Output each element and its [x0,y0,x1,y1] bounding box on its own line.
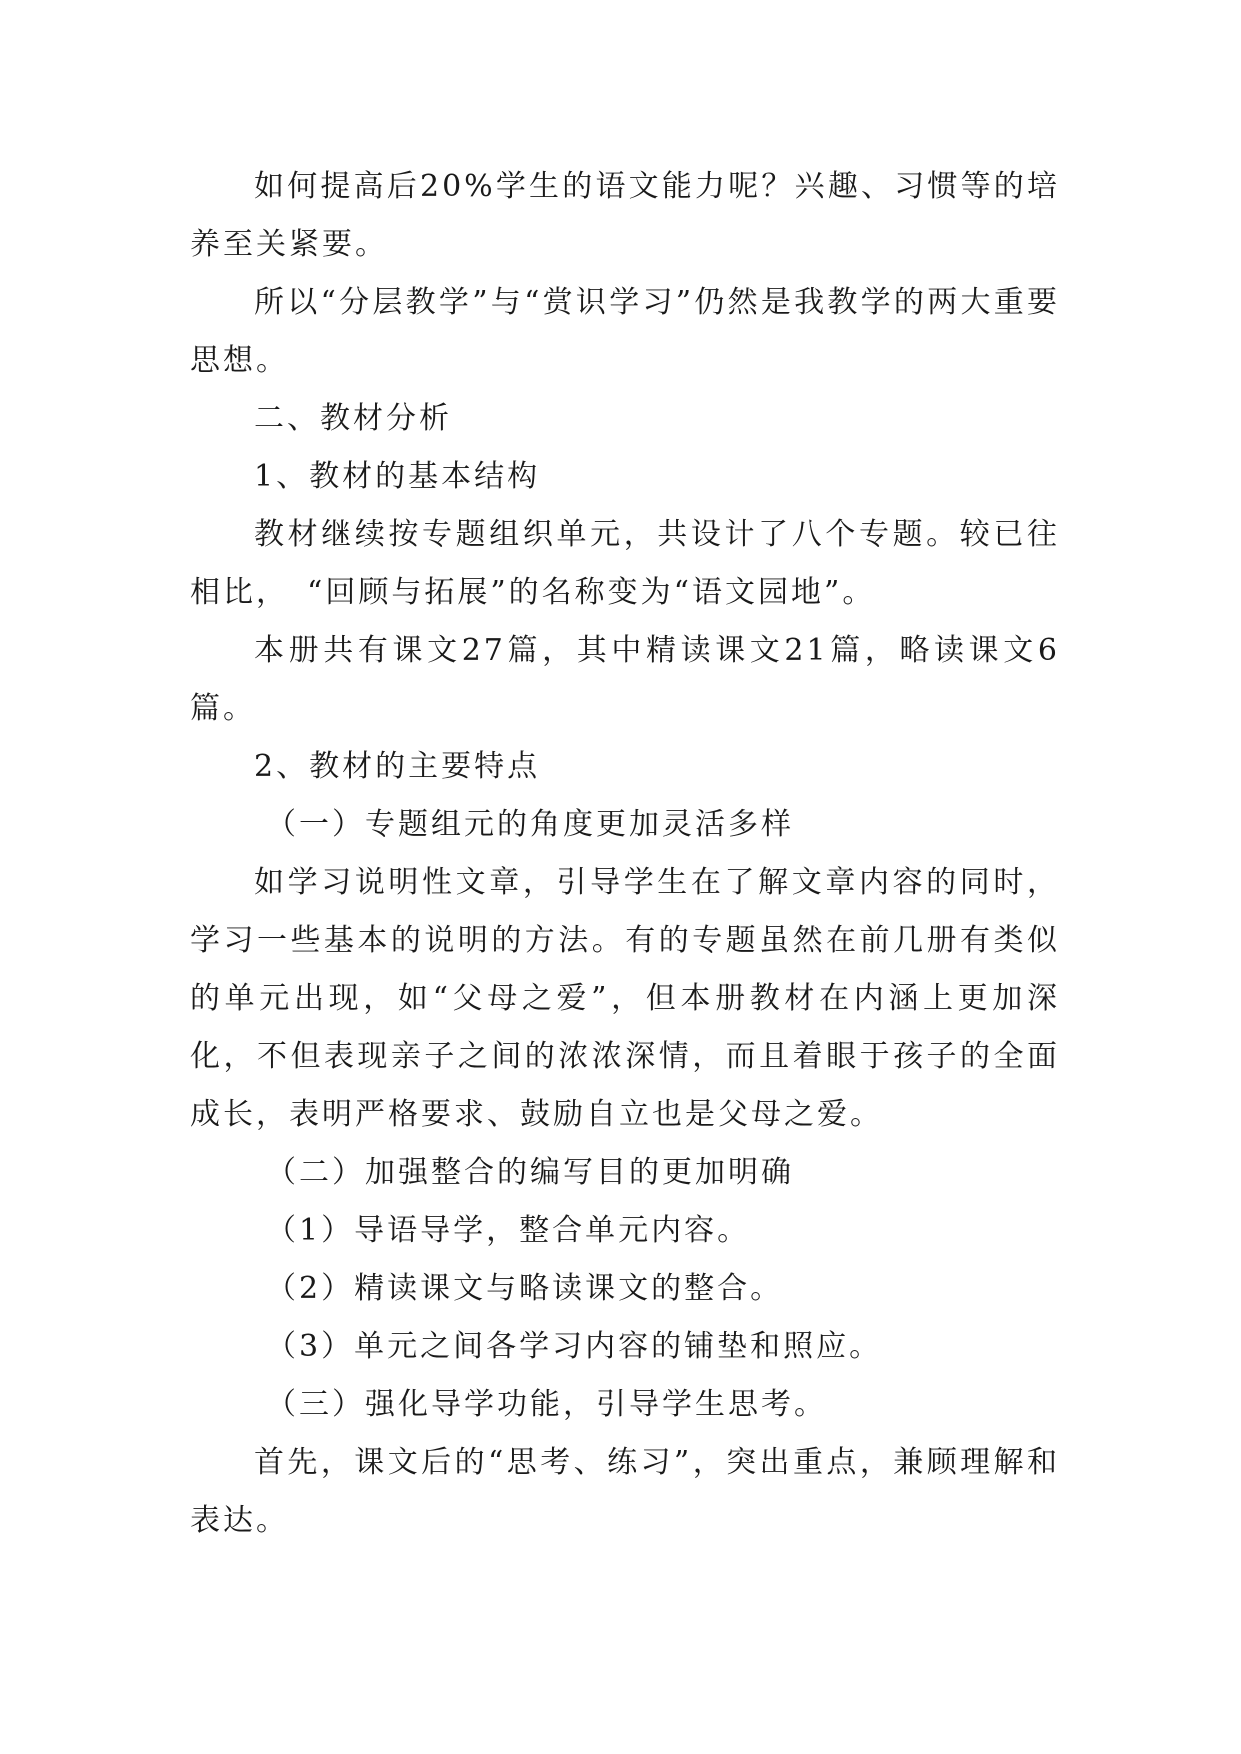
paragraph: 首先，课文后的“思考、练习”，突出重点，兼顾理解和表达。 [190,1445,1060,1538]
subsection-heading: 2、教材的主要特点 [254,749,541,784]
list-item: （3）单元之间各学习内容的铺垫和照应。 [266,1329,883,1364]
list-heading: （一）专题组元的角度更加灵活多样 [266,807,794,842]
paragraph: 如何提高后20%学生的语文能力呢？兴趣、习惯等的培养至关紧要。 [190,169,1060,262]
paragraph: 教材继续按专题组织单元，共设计了八个专题。较已往相比， “回顾与拓展”的名称变为“语文园地”。 [190,517,1060,610]
list-item: （2）精读课文与略读课文的整合。 [266,1271,784,1306]
paragraph: 如学习说明性文章，引导学生在了解文章内容的同时，学习一些基本的说明的方法。有的专题虽然在前几册有类似的单元出现，如“父母之爱”，但本册教材在内涵上更加深化，不但表现亲子之间的浓浓深情，而且着眼于孩子的全面成长，表明严格要求、鼓励自立也是父母之爱。 [190,865,1060,1132]
list-heading: （三）强化导学功能，引导学生思考。 [266,1387,827,1422]
paragraph: 所以“分层教学”与“赏识学习”仍然是我教学的两大重要思想。 [190,285,1060,378]
paragraph: 本册共有课文27篇，其中精读课文21篇，略读课文6篇。 [190,633,1060,726]
list-heading: （二）加强整合的编写目的更加明确 [266,1155,794,1190]
document-body [190,158,1060,1550]
subsection-heading: 1、教材的基本结构 [254,459,541,494]
list-item: （1）导语导学，整合单元内容。 [266,1213,751,1248]
section-heading: 二、教材分析 [254,401,452,436]
